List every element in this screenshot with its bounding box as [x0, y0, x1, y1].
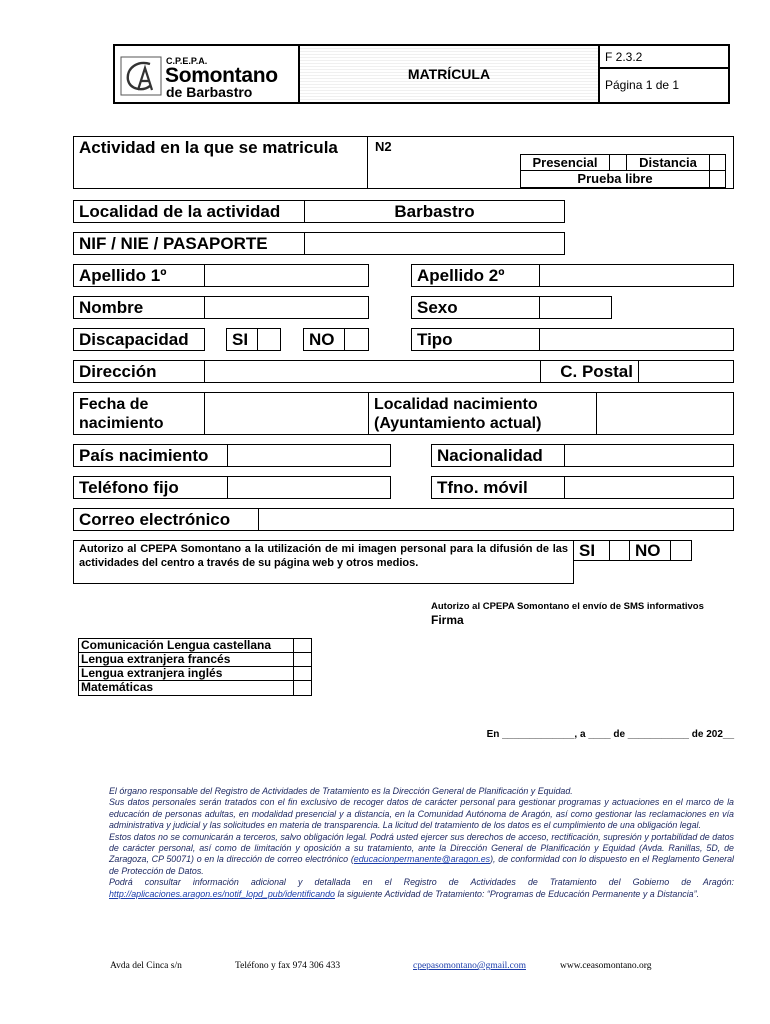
privacy-email-link[interactable]: educacionpermanente@aragon.es	[353, 854, 491, 865]
presencial-option: Presencial	[520, 154, 610, 171]
subject-checkbox[interactable]	[293, 638, 312, 653]
subject-checkbox[interactable]	[293, 666, 312, 681]
org-small-label: C.P.E.P.A.	[166, 56, 208, 66]
telefono-fijo-label: Teléfono fijo	[73, 476, 228, 499]
locality-value: Barbastro	[394, 202, 475, 221]
privacy-p1: El órgano responsable del Registro de Actividades de Tratamiento es la Dirección General de Planificación y Equidad.	[109, 786, 573, 796]
privacy-p3b: ), de conformidad con lo dispuesto en el Reglamento General de Protección de Datos.	[109, 854, 734, 876]
telefono-fijo-field[interactable]	[227, 476, 391, 499]
privacy-url-link[interactable]: http://aplicaciones.aragon.es/notif_lopd_pub/identificando	[109, 888, 335, 899]
subject-row: Lengua extranjera francés	[78, 652, 294, 667]
cpostal-label: C. Postal	[540, 360, 639, 383]
prueba-libre-checkbox[interactable]	[709, 170, 726, 188]
org-subname: de Barbastro	[166, 84, 253, 100]
fecha-nac-line1: Fecha de	[79, 396, 149, 413]
page-number: Página 1 de 1	[605, 78, 680, 92]
school-logo-icon	[120, 56, 162, 96]
footer-phone: Teléfono y fax 974 306 433	[235, 961, 341, 971]
direccion-field[interactable]	[204, 360, 541, 383]
subject-checkbox[interactable]	[293, 680, 312, 696]
subject-checkbox[interactable]	[293, 652, 312, 667]
page-title: MATRÍCULA	[407, 66, 491, 82]
image-consent-no-label: NO	[629, 540, 671, 561]
image-consent-text	[73, 540, 574, 584]
header-divider-2	[598, 44, 600, 104]
apellido2-field[interactable]	[539, 264, 734, 287]
fecha-nac-line2: nacimiento	[79, 415, 164, 432]
footer-email[interactable]: cpepasomontano@gmail.com	[413, 961, 526, 971]
sexo-field[interactable]	[539, 296, 612, 319]
nif-label: NIF / NIE / PASAPORTE	[73, 232, 305, 255]
discapacidad-no-label: NO	[303, 328, 345, 351]
localidad-nacimiento-field[interactable]	[596, 392, 734, 435]
correo-label: Correo electrónico	[73, 508, 259, 531]
distancia-checkbox[interactable]	[709, 154, 726, 171]
distancia-option: Distancia	[626, 154, 710, 171]
fecha-nacimiento-label	[73, 392, 205, 435]
image-consent-si-label: SI	[573, 540, 610, 561]
direccion-label: Dirección	[73, 360, 205, 383]
privacy-p4b: la siguiente Actividad de Tratamiento: “Programas de Educación Permanente y a Distancia”.	[334, 888, 700, 899]
date-line: En _____________, a ____ de ___________ de 202__	[486, 729, 734, 740]
discapacidad-si-label: SI	[226, 328, 258, 351]
loc-nac-line1: Localidad nacimiento	[374, 396, 538, 413]
discapacidad-si-checkbox[interactable]	[257, 328, 281, 351]
tfno-movil-field[interactable]	[564, 476, 734, 499]
subject-row: Comunicación Lengua castellana	[78, 638, 294, 653]
sexo-label: Sexo	[411, 296, 540, 319]
header-divider-3	[600, 67, 730, 69]
image-consent-no-checkbox[interactable]	[670, 540, 692, 561]
presencial-checkbox[interactable]	[609, 154, 627, 171]
loc-nac-line2: (Ayuntamiento actual)	[374, 415, 542, 432]
prueba-libre-option: Prueba libre	[520, 170, 710, 188]
tipo-label: Tipo	[411, 328, 540, 351]
firma-label: Firma	[431, 613, 464, 627]
correo-field[interactable]	[258, 508, 734, 531]
footer-web: www.ceasomontano.org	[560, 961, 652, 971]
subject-row: Matemáticas	[78, 680, 294, 696]
privacy-p3a: Estos datos no se comunicarán a terceros, salvo obligación legal. Podrá usted ejercer sus derechos de acceso, rectificación, supresión y portabilidad de datos de carácter personal, así como de limitación y oposición a su tratamiento, ante la Dirección General de Planificación y Equidad (Avda. Ranillas, 5D, de Zaragoza, CP 50071) o en la dirección de correo electrónico (	[109, 831, 734, 865]
pais-nacimiento-field[interactable]	[227, 444, 391, 467]
privacy-p4	[109, 877, 734, 900]
privacy-p3	[109, 832, 734, 878]
footer-address: Avda del Cinca s/n	[110, 961, 182, 971]
fecha-nacimiento-field[interactable]	[204, 392, 369, 435]
discapacidad-label: Discapacidad	[73, 328, 205, 351]
org-name: Somontano	[165, 64, 278, 87]
doc-code: F 2.3.2	[605, 50, 643, 64]
activity-label: Actividad en la que se matricula	[73, 136, 368, 189]
nacionalidad-field[interactable]	[564, 444, 734, 467]
tipo-field[interactable]	[539, 328, 734, 351]
tfno-movil-label: Tfno. móvil	[431, 476, 565, 499]
apellido1-label: Apellido 1º	[73, 264, 205, 287]
subject-row: Lengua extranjera inglés	[78, 666, 294, 681]
nif-field[interactable]	[304, 232, 565, 255]
sms-consent: Autorizo al CPEPA Somontano el envío de SMS informativos	[431, 601, 704, 612]
image-consent-text-content: Autorizo al CPEPA Somontano a la utilización de mi imagen personal para la difusión de las actividades del centro a través de su página web y otros medios.	[79, 543, 568, 569]
nombre-label: Nombre	[73, 296, 205, 319]
privacy-p4a: Podrá consultar información adicional y detallada en el Registro de Actividades de Tratamiento del Gobierno de Aragón:	[109, 877, 734, 888]
privacy-notice	[109, 786, 734, 900]
localidad-nacimiento-label	[368, 392, 597, 435]
privacy-p2: Sus datos personales serán tratados con el fin exclusivo de recoger datos de carácter personal para gestionar programas y actuaciones en el marco de la educación de personas adultas, en modalidad presencial y a distancia, en la Comunidad Autónoma de Aragón, así como gestionar las reclamaciones en vía administrativa y judicial y las solicitudes en materia de transparencia. La licitud del tratamiento de los datos es el cumplimiento de una obligación legal.	[109, 797, 734, 831]
cpostal-field[interactable]	[638, 360, 734, 383]
discapacidad-no-checkbox[interactable]	[344, 328, 369, 351]
pais-nacimiento-label: País nacimiento	[73, 444, 228, 467]
nacionalidad-label: Nacionalidad	[431, 444, 565, 467]
locality-label: Localidad de la actividad	[73, 200, 305, 223]
activity-value: N2	[375, 139, 392, 154]
nombre-field[interactable]	[204, 296, 369, 319]
image-consent-si-checkbox[interactable]	[609, 540, 630, 561]
apellido1-field[interactable]	[204, 264, 369, 287]
apellido2-label: Apellido 2º	[411, 264, 540, 287]
